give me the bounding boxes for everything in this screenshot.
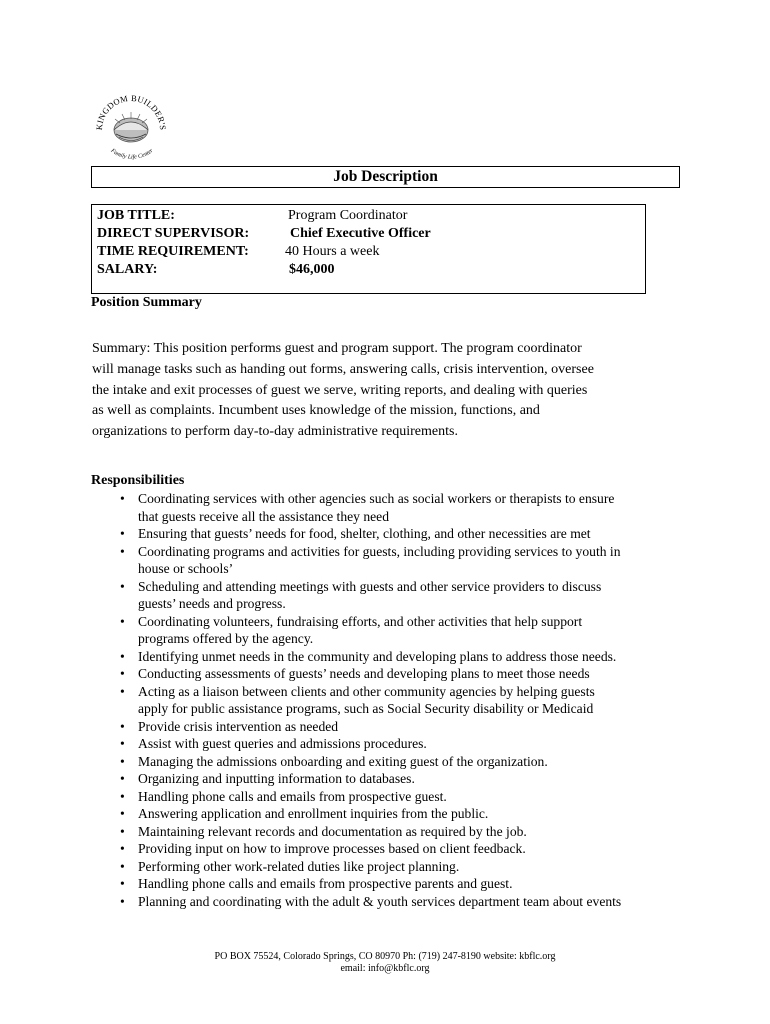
list-item-text: Ensuring that guests’ needs for food, shelter, clothing, and other necessities are met — [138, 526, 591, 541]
list-item — [120, 683, 698, 718]
list-item — [120, 718, 698, 736]
page-footer — [0, 951, 770, 975]
list-item-text: Coordinating volunteers, fundraising efforts, and other activities that help support programs offered by the agency. — [138, 613, 583, 646]
organization-logo — [92, 92, 170, 164]
list-item-text: Conducting assessments of guests’ needs and developing plans to meet those needs — [138, 666, 590, 681]
summary-line: as well as complaints. Incumbent uses knowledge of the mission, functions, and — [92, 403, 540, 419]
bullet-icon: • — [120, 613, 125, 629]
list-item-text: Assist with guest queries and admissions procedures. — [138, 736, 427, 751]
bullet-icon: • — [120, 788, 125, 804]
list-item-text: Managing the admissions onboarding and exiting guest of the organization. — [138, 753, 548, 769]
bullet-icon: • — [120, 771, 125, 786]
salary-label: SALARY: — [97, 262, 158, 277]
bullet-icon: • — [120, 543, 125, 559]
bullet-icon: • — [120, 648, 125, 664]
list-item — [120, 578, 698, 613]
footer-contact-line: PO BOX 75524, Colorado Springs, CO 80970 Ph: (719) 247-8190 website: kbflc.org — [214, 951, 556, 962]
list-item-text: Provide crisis intervention as needed — [138, 718, 339, 734]
summary-line: the intake and exit processes of guest we serve, writing reports, and dealing with queries — [92, 382, 588, 398]
list-item-text: Performing other work-related duties like project planning. — [138, 858, 460, 874]
logo-subtitle-text: Family Life Center — [109, 147, 155, 161]
list-item-text: Planning and coordinating with the adult & youth services department team about events — [138, 893, 622, 909]
list-item — [120, 613, 698, 648]
list-item — [120, 525, 698, 543]
list-item-text: Maintaining relevant records and documentation as required by the job. — [138, 823, 527, 839]
responsibilities-heading: Responsibilities — [91, 473, 185, 488]
summary-line: will manage tasks such as handing out forms, answering calls, crisis intervention, oversee — [92, 361, 594, 377]
list-item — [120, 753, 698, 771]
summary-line: organizations to perform day-to-day administrative requirements. — [92, 424, 458, 440]
bullet-icon: • — [120, 666, 125, 681]
salary-value: $46,000 — [289, 262, 335, 277]
list-item — [120, 893, 698, 911]
list-item — [120, 858, 698, 876]
list-item-text: Organizing and inputting information to databases. — [138, 771, 415, 786]
bullet-icon: • — [120, 526, 125, 541]
supervisor-label: DIRECT SUPERVISOR: — [97, 226, 250, 241]
footer-email-line: email: info@kbflc.org — [340, 963, 430, 974]
list-item — [120, 735, 698, 753]
responsibilities-list — [120, 490, 698, 910]
list-item-text: Answering application and enrollment inquiries from the public. — [138, 806, 489, 821]
logo-name-text: KINGDOM BUILDER'S — [93, 92, 169, 131]
bullet-icon: • — [120, 578, 125, 594]
list-item-text: Handling phone calls and emails from prospective guest. — [138, 788, 447, 804]
list-item-text: Coordinating programs and activities for guests, including providing services to youth in house or schools’ — [138, 543, 621, 576]
bullet-icon: • — [120, 858, 125, 874]
bullet-icon: • — [120, 893, 125, 909]
list-item — [120, 805, 698, 823]
bullet-icon: • — [120, 683, 125, 699]
list-item — [120, 770, 698, 788]
list-item — [120, 788, 698, 806]
list-item — [120, 490, 698, 525]
document-title: Job Description — [91, 166, 680, 188]
bullet-icon: • — [120, 753, 125, 769]
bullet-icon: • — [120, 876, 125, 891]
list-item — [120, 823, 698, 841]
time-requirement-value: 40 Hours a week — [285, 244, 380, 259]
supervisor-value: Chief Executive Officer — [290, 226, 431, 241]
list-item-text: Handling phone calls and emails from prospective parents and guest. — [138, 876, 513, 891]
bullet-icon: • — [120, 718, 125, 734]
list-item — [120, 875, 698, 893]
list-item-text: Providing input on how to improve processes based on client feedback. — [138, 841, 526, 856]
list-item-text: Coordinating services with other agencies such as social workers or therapists to ensure that guests receive all the assistance they need — [138, 491, 615, 524]
list-item — [120, 665, 698, 683]
position-summary-heading: Position Summary — [91, 295, 202, 310]
bullet-icon: • — [120, 823, 125, 839]
bullet-icon: • — [120, 491, 125, 506]
job-title-label: JOB TITLE: — [97, 208, 175, 223]
summary-paragraph — [92, 339, 652, 443]
list-item — [120, 648, 698, 666]
bullet-icon: • — [120, 841, 125, 856]
list-item — [120, 840, 698, 858]
list-item — [120, 543, 698, 578]
summary-line: Summary: This position performs guest and program support. The program coordinator — [92, 341, 582, 356]
svg-text:Family Life Center — [109, 147, 155, 160]
list-item-text: Scheduling and attending meetings with guests and other service providers to discuss guests’ needs and progress. — [138, 578, 602, 611]
job-info-box — [91, 204, 646, 294]
time-requirement-label: TIME REQUIREMENT: — [97, 244, 249, 259]
list-item-text: Identifying unmet needs in the community and developing plans to address those needs. — [138, 648, 617, 664]
list-item-text: Acting as a liaison between clients and other community agencies by helping guests apply for public assistance programs, such as Social Security disability or Medicaid — [138, 683, 595, 716]
bullet-icon: • — [120, 806, 125, 821]
bullet-icon: • — [120, 736, 125, 751]
job-title-value: Program Coordinator — [288, 208, 408, 223]
